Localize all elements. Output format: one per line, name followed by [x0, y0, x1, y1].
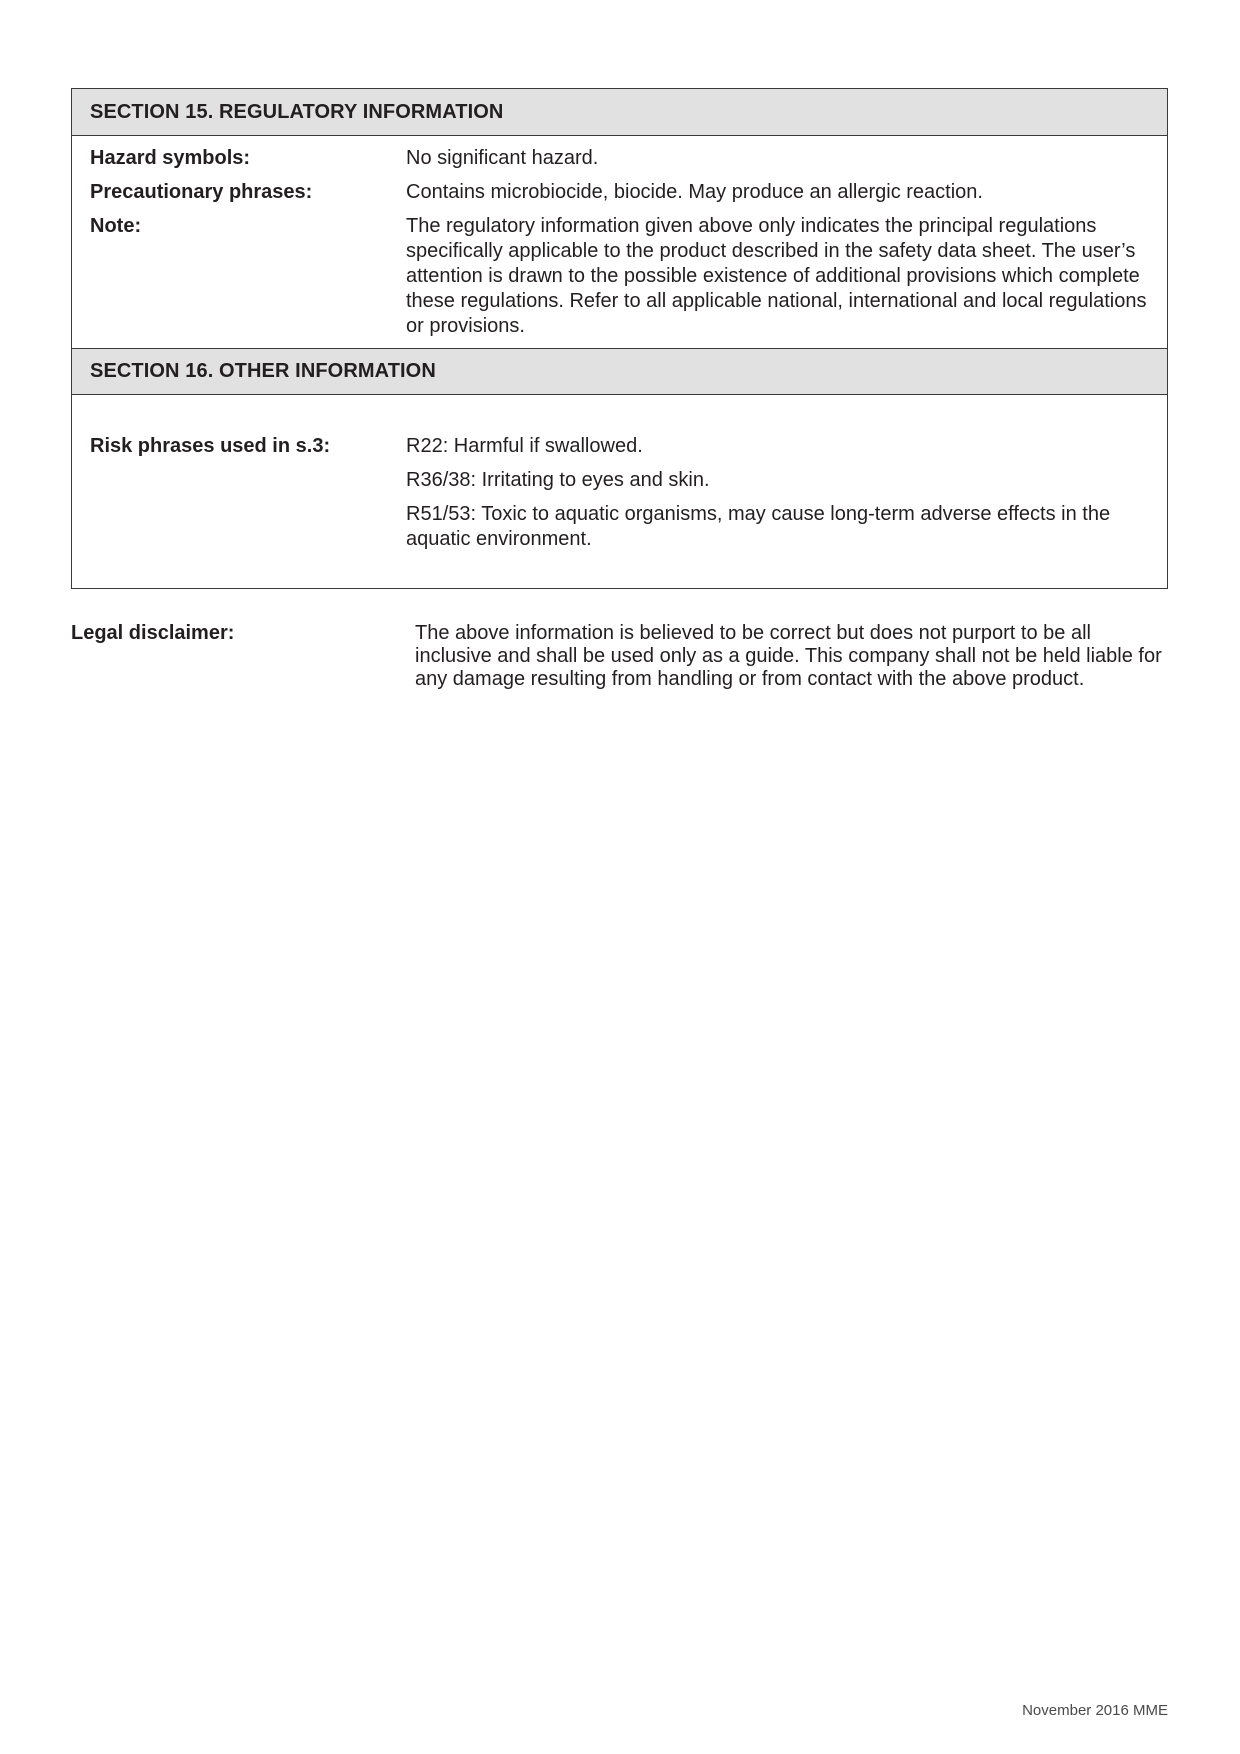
risk-phrase-r36-38: R36/38: Irritating to eyes and skin. — [406, 469, 710, 491]
section-16-heading: SECTION 16. OTHER INFORMATION — [72, 348, 1167, 395]
risk-phrase-r22: R22: Harmful if swallowed. — [406, 435, 643, 457]
note-label: Note: — [90, 215, 142, 237]
precautionary-phrases-label: Precautionary phrases: — [90, 181, 313, 203]
hazard-symbols-label: Hazard symbols: — [90, 147, 251, 169]
note-value: The regulatory information given above only indicates the principal regulations specifically applicable to the product described in the safety data sheet. The user’s attention is drawn to the possible existence of additional provisions which complete these regulations. Refer to all applicable national, international and local regulations or provisions. — [406, 215, 1147, 337]
section-16-body — [72, 395, 1167, 588]
precautionary-phrases-value: Contains microbiocide, biocide. May produce an allergic reaction. — [406, 181, 983, 203]
risk-phrases-list — [406, 434, 1167, 552]
section-15-body — [72, 136, 1167, 348]
risk-phrase-r51-53: R51/53: Toxic to aquatic organisms, may cause long-term adverse effects in the aquatic environment. — [406, 503, 1111, 550]
legal-disclaimer-text: The above information is believed to be correct but does not purport to be all inclusive and shall be used only as a guide. This company shall not be held liable for any damage resulting from handling or from contact with the above product. — [415, 622, 1162, 690]
hazard-symbols-row — [72, 146, 1167, 171]
hazard-symbols-value: No significant hazard. — [406, 147, 599, 169]
legal-disclaimer — [71, 622, 1168, 691]
risk-phrases-label: Risk phrases used in s.3: — [90, 435, 331, 457]
sds-table — [71, 88, 1168, 589]
risk-phrases-row — [72, 434, 1167, 552]
page-footer: November 2016 MME — [1022, 1702, 1168, 1719]
precautionary-phrases-row — [72, 180, 1167, 205]
legal-disclaimer-label: Legal disclaimer: — [71, 622, 235, 644]
note-row — [72, 214, 1167, 339]
section-15-heading: SECTION 15. REGULATORY INFORMATION — [72, 89, 1167, 136]
